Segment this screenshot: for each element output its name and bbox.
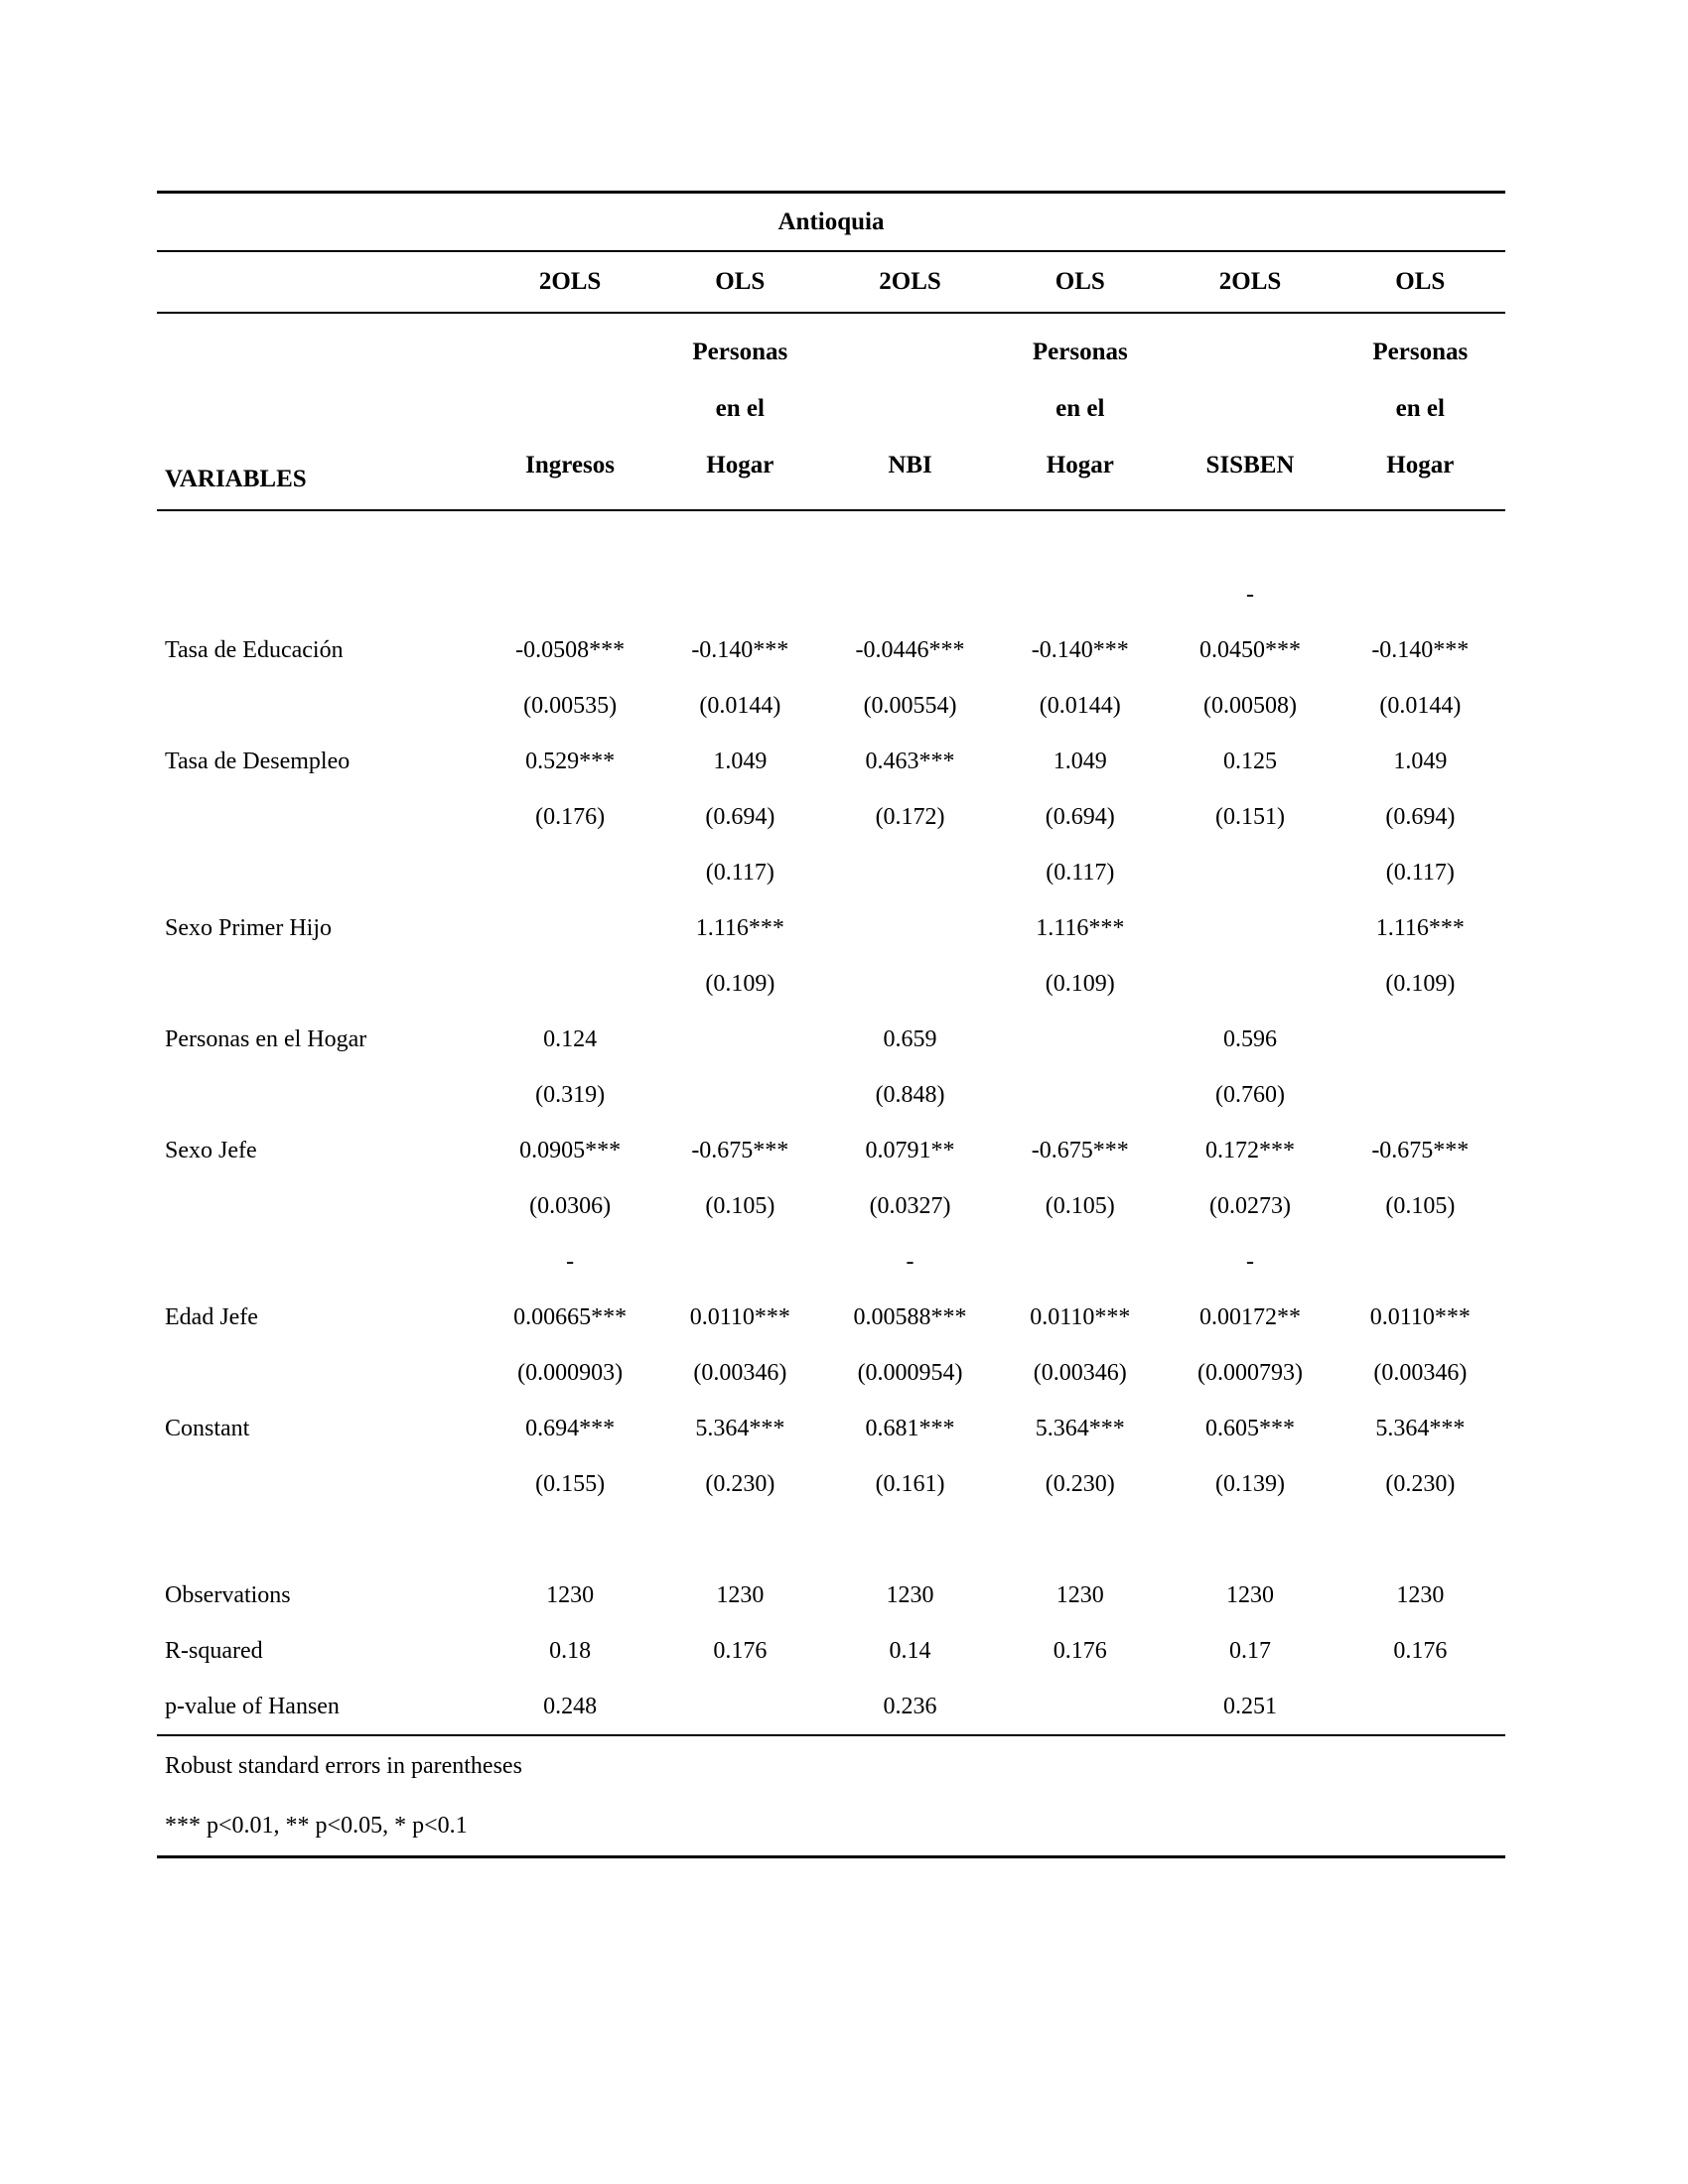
cell-value (485, 567, 654, 622)
cell-value (995, 1234, 1165, 1290)
row-label: Sexo Jefe (165, 1137, 257, 1163)
cell-value: -0.140*** (1031, 636, 1129, 663)
cell-value: - (566, 1248, 575, 1275)
cell-value (1336, 510, 1505, 567)
cell-value: 0.0905*** (519, 1137, 622, 1163)
table-row (157, 734, 1505, 789)
cell-value: - (1246, 1248, 1255, 1275)
table-body (157, 510, 1505, 1735)
table-row (157, 1234, 1505, 1290)
cell-value: - (1246, 581, 1255, 608)
row-label: Observations (165, 1581, 291, 1608)
row-label (157, 510, 485, 567)
cell-value: 0.681*** (865, 1415, 955, 1441)
cell-value: (0.000793) (1197, 1359, 1304, 1386)
cell-value: (0.0273) (1209, 1192, 1292, 1219)
cell-value (485, 956, 654, 1012)
cell-value: (0.00346) (1033, 1359, 1127, 1386)
cell-value (485, 900, 654, 956)
cell-value (825, 1512, 995, 1568)
cell-value (485, 845, 654, 900)
cell-value: 0.124 (543, 1025, 598, 1052)
cell-value (1165, 845, 1335, 900)
cell-value (655, 1512, 825, 1568)
cell-value: (0.172) (875, 803, 945, 830)
row-label: p-value of Hansen (165, 1693, 340, 1719)
cell-value: 1230 (886, 1581, 934, 1608)
estimator-row (157, 251, 1505, 313)
estimator-label: 2OLS (1165, 251, 1335, 313)
column-header (655, 313, 825, 510)
cell-value (995, 567, 1165, 622)
cell-value: (0.230) (1045, 1470, 1115, 1497)
cell-value: 0.605*** (1205, 1415, 1296, 1441)
cell-value: (0.105) (705, 1192, 775, 1219)
cell-value (655, 1012, 825, 1067)
estimator-label: 2OLS (485, 251, 654, 313)
cell-value: -0.0446*** (855, 636, 965, 663)
cell-value (1165, 900, 1335, 956)
cell-value: 0.125 (1223, 748, 1278, 774)
footnote-robust-se: Robust standard errors in parentheses (157, 1735, 1505, 1796)
cell-value: (0.117) (1046, 859, 1115, 886)
cell-value: 0.694*** (525, 1415, 616, 1441)
cell-value: 1230 (1396, 1581, 1445, 1608)
footnote-row (157, 1796, 1505, 1857)
column-header-line: Hogar (1386, 452, 1455, 478)
cell-value: (0.109) (705, 970, 775, 997)
cell-value: 0.00665*** (513, 1303, 628, 1330)
cell-value: (0.694) (1045, 803, 1115, 830)
cell-value: (0.109) (1385, 970, 1456, 997)
cell-value: 0.00588*** (853, 1303, 967, 1330)
table-row (157, 622, 1505, 678)
table-row (157, 1679, 1505, 1735)
cell-value (825, 956, 995, 1012)
row-label: Tasa de Desempleo (165, 748, 351, 774)
cell-value: (0.319) (535, 1081, 606, 1108)
cell-value (1165, 956, 1335, 1012)
cell-value: 0.17 (1229, 1637, 1272, 1664)
cell-value: (0.230) (1385, 1470, 1456, 1497)
cell-value: 0.0450*** (1199, 636, 1302, 663)
table-row (157, 1178, 1505, 1234)
cell-value: (0.00346) (1373, 1359, 1468, 1386)
row-label (157, 845, 485, 900)
cell-value: 1.116*** (1375, 914, 1465, 941)
cell-value: 0.172*** (1205, 1137, 1296, 1163)
table-row (157, 1345, 1505, 1401)
cell-value (995, 510, 1165, 567)
cell-value: (0.00346) (693, 1359, 787, 1386)
cell-value: 0.0110*** (1030, 1303, 1131, 1330)
cell-value: (0.0144) (1379, 692, 1462, 719)
row-label (157, 678, 485, 734)
table-row (157, 510, 1505, 567)
row-label: Personas en el Hogar (165, 1025, 367, 1052)
cell-value: 5.364*** (1035, 1415, 1125, 1441)
row-label (157, 956, 485, 1012)
cell-value: 5.364*** (695, 1415, 785, 1441)
table-row (157, 1012, 1505, 1067)
column-header-line: Hogar (706, 452, 774, 478)
cell-value: 0.463*** (865, 748, 955, 774)
cell-value: 0.0791** (865, 1137, 955, 1163)
cell-value: 0.176 (1393, 1637, 1448, 1664)
row-label (157, 1234, 485, 1290)
column-header-line: en el (1395, 395, 1445, 422)
cell-value (1336, 1012, 1505, 1067)
table-row (157, 1456, 1505, 1512)
cell-value (995, 1012, 1165, 1067)
table-row (157, 1401, 1505, 1456)
column-header-line: Hogar (1046, 452, 1114, 478)
cell-value: 0.14 (889, 1637, 931, 1664)
column-header-line: SISBEN (1205, 452, 1295, 478)
column-header (485, 313, 654, 510)
cell-value: (0.0306) (529, 1192, 612, 1219)
column-header-line: Ingresos (525, 452, 615, 478)
column-header (995, 313, 1165, 510)
estimator-empty-cell (157, 251, 485, 313)
cell-value: (0.155) (535, 1470, 606, 1497)
column-header-line: en el (715, 395, 765, 422)
cell-value (1336, 567, 1505, 622)
cell-value: (0.117) (1385, 859, 1455, 886)
table-title-row (157, 193, 1505, 252)
cell-value: 0.0110*** (1369, 1303, 1471, 1330)
cell-value: 0.0110*** (689, 1303, 790, 1330)
cell-value: (0.230) (705, 1470, 775, 1497)
row-label (157, 789, 485, 845)
cell-value: - (906, 1248, 914, 1275)
table-title: Antioquia (157, 193, 1505, 252)
cell-value (1336, 1234, 1505, 1290)
cell-value (655, 1234, 825, 1290)
row-label: R-squared (165, 1637, 263, 1664)
column-header-line: en el (1055, 395, 1105, 422)
table-row (157, 1123, 1505, 1178)
cell-value: 0.18 (549, 1637, 592, 1664)
cell-value: (0.0144) (699, 692, 781, 719)
cell-value (825, 510, 995, 567)
table-row (157, 845, 1505, 900)
cell-value (995, 1512, 1165, 1568)
cell-value: (0.109) (1045, 970, 1115, 997)
cell-value: (0.000954) (857, 1359, 963, 1386)
cell-value: 1230 (1055, 1581, 1104, 1608)
table-row (157, 789, 1505, 845)
cell-value: 5.364*** (1375, 1415, 1466, 1441)
cell-value: (0.161) (875, 1470, 945, 1497)
cell-value: (0.151) (1215, 803, 1286, 830)
cell-value: 0.00172** (1199, 1303, 1302, 1330)
cell-value (1165, 1512, 1335, 1568)
column-header-line: Personas (1032, 339, 1128, 365)
cell-value: (0.105) (1045, 1192, 1115, 1219)
cell-value: (0.139) (1215, 1470, 1286, 1497)
cell-value: (0.0144) (1039, 692, 1121, 719)
table-row (157, 1623, 1505, 1679)
table-row (157, 1290, 1505, 1345)
row-label (157, 1067, 485, 1123)
cell-value (655, 510, 825, 567)
cell-value (485, 1512, 654, 1568)
estimator-label: OLS (995, 251, 1165, 313)
table-row (157, 678, 1505, 734)
cell-value: 1230 (546, 1581, 595, 1608)
cell-value: 1.116*** (695, 914, 784, 941)
cell-value: 1.049 (1053, 748, 1107, 774)
cell-value: (0.0327) (869, 1192, 951, 1219)
row-label (157, 1512, 485, 1568)
cell-value (825, 567, 995, 622)
cell-value (995, 1679, 1165, 1735)
cell-value: (0.848) (875, 1081, 945, 1108)
cell-value: 1.049 (713, 748, 768, 774)
cell-value: 0.659 (883, 1025, 937, 1052)
row-label: Constant (165, 1415, 250, 1441)
cell-value: (0.117) (705, 859, 774, 886)
cell-value: -0.675*** (1371, 1137, 1470, 1163)
cell-value (485, 510, 654, 567)
cell-value: 0.529*** (525, 748, 616, 774)
row-label: Edad Jefe (165, 1303, 258, 1330)
footnote-row (157, 1735, 1505, 1796)
cell-value: -0.0508*** (515, 636, 626, 663)
cell-value: 0.248 (543, 1693, 598, 1719)
cell-value: 1230 (716, 1581, 765, 1608)
column-header (1336, 313, 1505, 510)
column-header-line: Personas (1372, 339, 1469, 365)
column-header-row (157, 313, 1505, 510)
table-row (157, 1568, 1505, 1623)
cell-value: 0.596 (1223, 1025, 1278, 1052)
table-row (157, 1067, 1505, 1123)
column-header (825, 313, 995, 510)
cell-value (825, 900, 995, 956)
cell-value: 1.049 (1393, 748, 1448, 774)
estimator-label: 2OLS (825, 251, 995, 313)
estimator-label: OLS (655, 251, 825, 313)
cell-value: (0.00554) (863, 692, 957, 719)
column-header-line: NBI (888, 452, 932, 478)
cell-value: -0.140*** (691, 636, 789, 663)
cell-value: 0.176 (1053, 1637, 1107, 1664)
cell-value: 0.251 (1223, 1693, 1278, 1719)
cell-value (655, 1067, 825, 1123)
row-label (157, 567, 485, 622)
cell-value: 0.176 (713, 1637, 768, 1664)
cell-value (1336, 1679, 1505, 1735)
estimator-label: OLS (1336, 251, 1505, 313)
column-header (1165, 313, 1335, 510)
column-header-line: Personas (692, 339, 788, 365)
cell-value: (0.105) (1385, 1192, 1456, 1219)
table-row (157, 900, 1505, 956)
cell-value: (0.00535) (523, 692, 618, 719)
cell-value: (0.176) (535, 803, 606, 830)
variables-header: VARIABLES (157, 313, 485, 510)
table-row (157, 567, 1505, 622)
cell-value: 1230 (1226, 1581, 1275, 1608)
cell-value: -0.140*** (1371, 636, 1470, 663)
cell-value (655, 1679, 825, 1735)
cell-value: -0.675*** (691, 1137, 789, 1163)
row-label (157, 1456, 485, 1512)
footnote-significance: *** p<0.01, ** p<0.05, * p<0.1 (157, 1796, 1505, 1857)
cell-value (825, 845, 995, 900)
cell-value: (0.000903) (517, 1359, 624, 1386)
cell-value: 1.116*** (1036, 914, 1125, 941)
regression-table (157, 191, 1505, 1858)
cell-value (655, 567, 825, 622)
cell-value: (0.00508) (1203, 692, 1298, 719)
row-label (157, 1178, 485, 1234)
row-label (157, 1345, 485, 1401)
row-label: Sexo Primer Hijo (165, 914, 332, 941)
cell-value: (0.694) (705, 803, 775, 830)
cell-value: -0.675*** (1031, 1137, 1129, 1163)
cell-value: (0.694) (1385, 803, 1456, 830)
cell-value: 0.236 (883, 1693, 937, 1719)
cell-value (1336, 1067, 1505, 1123)
table-row (157, 1512, 1505, 1568)
cell-value (1336, 1512, 1505, 1568)
table-row (157, 956, 1505, 1012)
cell-value (1165, 510, 1335, 567)
row-label: Tasa de Educación (165, 636, 344, 663)
cell-value (995, 1067, 1165, 1123)
cell-value: (0.760) (1215, 1081, 1286, 1108)
